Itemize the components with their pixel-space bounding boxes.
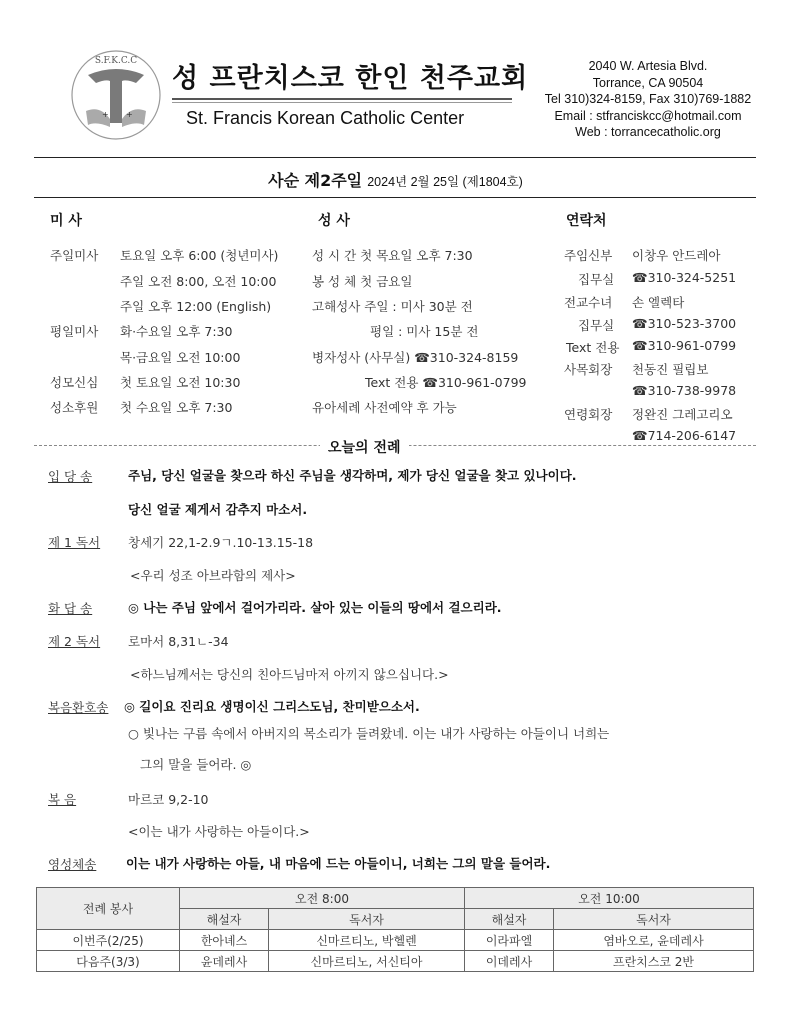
schedule-divider: [34, 197, 756, 198]
entrance-antiphon-cont: 당신 얼굴 제게서 감추지 마소서.: [128, 502, 308, 517]
contact-value: 정완진 그레고리오: [632, 407, 733, 422]
sacrament-item: 성 시 간 첫 목요일 오후 7:30: [312, 248, 473, 263]
svg-text:S.F.K.C.C: S.F.K.C.C: [94, 56, 138, 66]
table-cell: 프란치스코 2반: [554, 951, 754, 972]
mass-10am-header: 오전 10:00: [465, 888, 754, 909]
gospel-title: <이는 내가 사랑하는 아들이다.>: [128, 824, 310, 839]
phone-fax-line: Tel 310)324-8159, Fax 310)769-1882: [544, 92, 752, 106]
sacrament-item: 병자성사 (사무실) ☎310-324-8159: [312, 350, 519, 365]
psalm-response: ◎ 나는 주님 앞에서 걸어가리라. 살아 있는 이들의 땅에서 걸으리라.: [128, 600, 502, 615]
mass-time: 화·수요일 오후 7:30: [120, 324, 233, 339]
svg-text:+: +: [102, 110, 109, 119]
role-header: 해설자: [465, 909, 554, 930]
mass-time: 주일 오전 8:00, 오전 10:00: [120, 274, 277, 289]
contact-role: 주임신부: [564, 248, 613, 263]
mass-time: 첫 토요일 오전 10:30: [120, 375, 241, 390]
contact-role: 집무실: [578, 272, 615, 287]
table-cell: 신마르티노, 서신티아: [269, 951, 465, 972]
table-cell: 이라파엘: [465, 930, 554, 951]
table-header-row: [37, 888, 754, 909]
sacraments-heading: 성 사: [318, 213, 350, 229]
reading1-title: <우리 성조 아브라함의 제사>: [130, 568, 296, 583]
address-line: 2040 W. Artesia Blvd.: [588, 59, 708, 73]
contact-role: 연령회장: [564, 407, 613, 422]
contacts-heading: 연락처: [566, 213, 607, 229]
mass-time: 토요일 오후 6:00 (청년미사): [120, 248, 279, 263]
sunday-title: 사순 제2주일: [268, 171, 363, 190]
psalm-label: 화 답 송: [48, 601, 93, 616]
role-header: 해설자: [180, 909, 269, 930]
contact-value: 이창우 안드레아: [632, 248, 721, 263]
svg-text:+: +: [126, 110, 133, 119]
contact-role: 집무실: [578, 318, 615, 333]
table-cell: 염바오로, 윤데레사: [554, 930, 754, 951]
table-row: [37, 951, 754, 972]
email-line: Email : stfranciskcc@hotmail.com: [554, 108, 742, 123]
table-corner-cell: 전례 봉사: [37, 888, 180, 930]
contact-role: 전교수녀: [564, 295, 613, 310]
mass-time: 첫 수요일 오후 7:30: [120, 400, 233, 415]
sacrament-item: 고해성사 주일 : 미사 30분 전: [312, 299, 473, 314]
title-divider: [172, 98, 512, 103]
mass-label: 주일미사: [50, 248, 99, 263]
table-cell: 이데레사: [465, 951, 554, 972]
web-line: Web : torrancecatholic.org: [575, 125, 721, 139]
entrance-antiphon: 주님, 당신 얼굴을 찾으라 하신 주님을 생각하며, 제가 당신 얼굴을 찾고 있나이다.: [128, 468, 577, 483]
mass-8am-header: 오전 8:00: [180, 888, 465, 909]
liturgy-service-table: [36, 887, 754, 972]
role-header: 독서자: [269, 909, 465, 930]
sacrament-item: 봉 성 체 첫 금요일: [312, 274, 413, 289]
contact-value: ☎310-738-9978: [632, 383, 737, 398]
gospel-reference: 마르코 9,2-10: [128, 792, 209, 807]
reading2-title: <하느님께서는 당신의 친아드님마저 아끼지 않으십니다.>: [130, 667, 449, 682]
liturgy-title: 오늘의 전례: [320, 437, 409, 457]
reading1-label: 제 1 독서: [48, 535, 101, 550]
role-header: 독서자: [554, 909, 754, 930]
communion-antiphon: 이는 내가 사랑하는 아들, 내 마음에 드는 아들이니, 너희는 그의 말을 들어라.: [126, 856, 551, 871]
sacrament-item: Text 전용 ☎310-961-0799: [365, 375, 527, 390]
mass-time: 주일 오후 12:00 (English): [120, 299, 272, 314]
mass-label: 성소후원: [50, 400, 99, 415]
contact-value: 천동진 필립보: [632, 362, 709, 377]
mass-label: 평일미사: [50, 324, 99, 339]
acclamation-verse-cont: 그의 말을 들어라. ◎: [140, 757, 252, 772]
address-line: Torrance, CA 90504: [592, 75, 704, 90]
reading2-label: 제 2 독서: [48, 634, 101, 649]
header-divider: [34, 157, 756, 158]
mass-time: 목·금요일 오전 10:00: [120, 350, 241, 365]
contact-value: ☎310-523-3700: [632, 316, 737, 331]
table-cell: 신마르티노, 박헬렌: [269, 930, 465, 951]
church-title-korean: 성 프란치스코 한인 천주교회: [172, 63, 529, 94]
contact-role: 사목회장: [564, 362, 613, 377]
table-cell: 한아녜스: [180, 930, 269, 951]
acclamation-verse: ○ 빛나는 구름 속에서 아버지의 목소리가 들려왔네. 이는 내가 사랑하는 아들이니 너희는: [128, 726, 610, 741]
church-title-english: St. Francis Korean Catholic Center: [186, 108, 465, 128]
sacrament-item: 유아세례 사전예약 후 가능: [312, 400, 457, 415]
week-cell: 이번주(2/25): [37, 930, 180, 951]
contact-value: 손 엘렉타: [632, 295, 685, 310]
mass-heading: 미 사: [50, 213, 82, 229]
contact-value: ☎714-206-6147: [632, 428, 737, 443]
contact-value: ☎310-324-5251: [632, 270, 737, 285]
table-cell: 윤데레사: [180, 951, 269, 972]
contact-address-block: [533, 58, 763, 141]
mass-label: 성모신심: [50, 375, 99, 390]
gospel-label: 복 음: [48, 792, 77, 807]
week-cell: 다음주(3/3): [37, 951, 180, 972]
gospel-acclamation: ◎ 길이요 진리요 생명이신 그리스도님, 찬미받으소서.: [124, 699, 420, 714]
sunday-date: 2024년 2월 25일 (제1804호): [367, 175, 523, 189]
reading1-reference: 창세기 22,1-2.9ㄱ.10-13.15-18: [128, 535, 314, 550]
table-row: [37, 930, 754, 951]
entrance-label: 입 당 송: [48, 469, 93, 484]
sacrament-item: 평일 : 미사 15분 전: [370, 324, 479, 339]
contact-role: Text 전용: [566, 340, 620, 355]
church-logo: [66, 45, 166, 145]
acclamation-label: 복음환호송: [48, 700, 109, 715]
contact-value: ☎310-961-0799: [632, 338, 737, 353]
communion-label: 영성체송: [48, 857, 97, 872]
reading2-reference: 로마서 8,31ㄴ-34: [128, 634, 229, 649]
sunday-heading: [0, 168, 791, 191]
